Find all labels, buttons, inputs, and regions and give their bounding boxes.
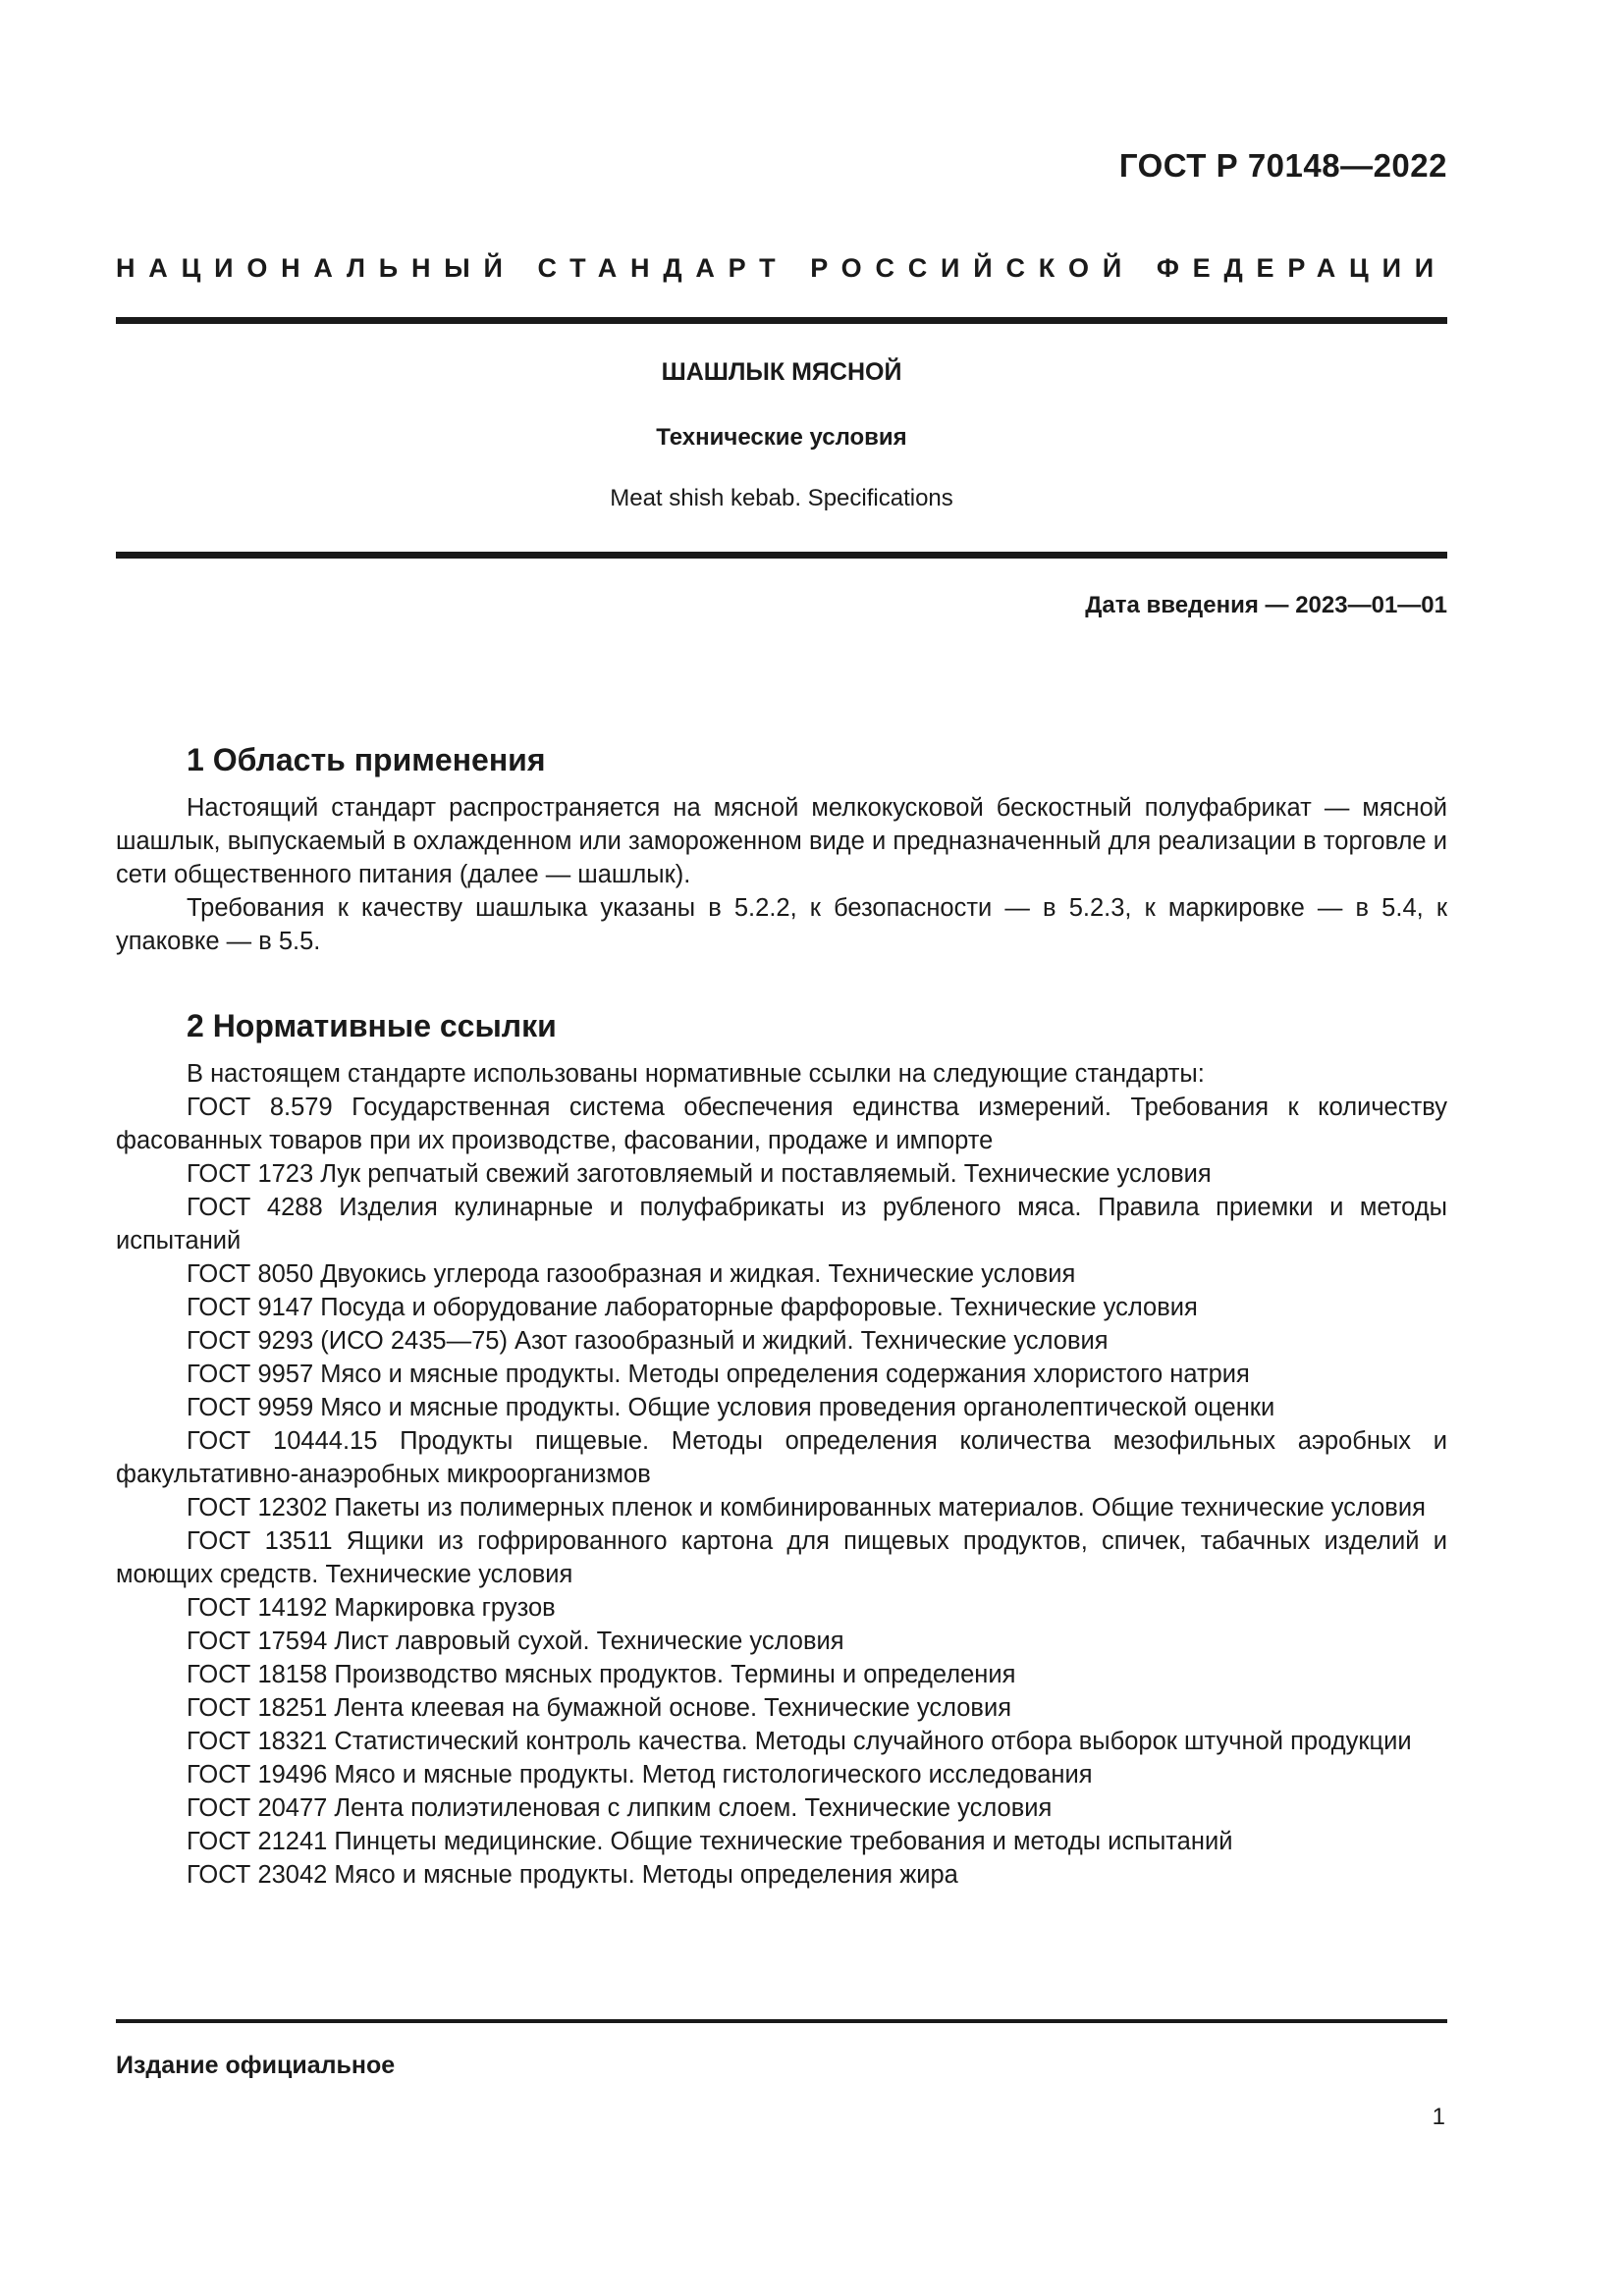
reference-item: ГОСТ 19496 Мясо и мясные продукты. Метод гистологического исследования: [187, 1761, 1093, 1789]
section-heading: 2 Нормативные ссылки: [187, 1008, 557, 1043]
paragraph: Требования к качеству шашлыка указаны в 5.2.2, к безопасности — в 5.2.3, к маркировке — в 5.4, к упаковке — в 5.5.: [116, 894, 1447, 955]
reference-item: ГОСТ 18251 Лента клеевая на бумажной основе. Технические условия: [187, 1694, 1012, 1722]
paragraph: В настоящем стандарте использованы нормативные ссылки на следующие стандарты:: [187, 1060, 1205, 1088]
top-divider: [116, 317, 1447, 324]
standard-title-english: Meat shish kebab. Specifications: [610, 485, 953, 511]
reference-item: ГОСТ 4288 Изделия кулинарные и полуфабрикаты из рубленого мяса. Правила приемки и методы испытаний: [116, 1194, 1447, 1255]
reference-item: ГОСТ 18321 Статистический контроль качества. Методы случайного отбора выборок штучной продукции: [187, 1728, 1412, 1755]
reference-item: ГОСТ 23042 Мясо и мясные продукты. Методы определения жира: [187, 1861, 958, 1889]
reference-item: ГОСТ 21241 Пинцеты медицинские. Общие технические требования и методы испытаний: [187, 1828, 1233, 1855]
reference-item: ГОСТ 8.579 Государственная система обеспечения единства измерений. Требования к количеству фасованных товаров при их производстве, фасовании, продаже и импорте: [116, 1094, 1447, 1154]
reference-item: ГОСТ 9957 Мясо и мясные продукты. Методы определения содержания хлористого натрия: [187, 1361, 1250, 1388]
national-standard-title: НАЦИОНАЛЬНЫЙ СТАНДАРТ РОССИЙСКОЙ ФЕДЕРАЦИИ: [116, 253, 1447, 283]
standard-title: ШАШЛЫК МЯСНОЙ: [661, 358, 902, 386]
reference-item: ГОСТ 9959 Мясо и мясные продукты. Общие условия проведения органолептической оценки: [187, 1394, 1275, 1421]
official-edition-label: Издание официальное: [116, 2052, 396, 2079]
section-normative-references: [116, 1006, 1447, 1892]
reference-item: ГОСТ 14192 Маркировка грузов: [187, 1594, 556, 1622]
reference-item: ГОСТ 18158 Производство мясных продуктов. Термины и определения: [187, 1661, 1016, 1688]
reference-item: ГОСТ 1723 Лук репчатый свежий заготовляемый и поставляемый. Технические условия: [187, 1160, 1212, 1188]
reference-item: ГОСТ 20477 Лента полиэтиленовая с липким слоем. Технические условия: [187, 1794, 1053, 1822]
reference-item: ГОСТ 12302 Пакеты из полимерных пленок и комбинированных материалов. Общие технические условия: [187, 1494, 1426, 1522]
reference-item: ГОСТ 8050 Двуокись углерода газообразная и жидкая. Технические условия: [187, 1260, 1076, 1288]
introduction-date: Дата введения — 2023—01—01: [1085, 592, 1447, 618]
footer-divider: [116, 2019, 1447, 2023]
standard-subtitle: Технические условия: [656, 424, 907, 451]
reference-item: ГОСТ 10444.15 Продукты пищевые. Методы определения количества мезофильных аэробных и факультативно-анаэробных микроорганизмов: [116, 1427, 1447, 1488]
reference-item: ГОСТ 13511 Ящики из гофрированного картона для пищевых продуктов, спичек, табачных изделий и моющих средств. Технические условия: [116, 1527, 1447, 1588]
page-number: 1: [1432, 2104, 1445, 2130]
reference-item: ГОСТ 17594 Лист лавровый сухой. Технические условия: [187, 1628, 844, 1655]
section-scope: [116, 740, 1447, 958]
paragraph: Настоящий стандарт распространяется на мясной мелкокусковой бескостный полуфабрикат — мясной шашлык, выпускаемый в охлажденном или замороженном виде и предназначенный для реализации в торговле и сети общественного питания (далее — шашлык).: [116, 794, 1447, 888]
document-number: ГОСТ Р 70148—2022: [1118, 147, 1447, 184]
reference-item: ГОСТ 9147 Посуда и оборудование лабораторные фарфоровые. Технические условия: [187, 1294, 1198, 1321]
reference-item: ГОСТ 9293 (ИСО 2435—75) Азот газообразный и жидкий. Технические условия: [187, 1327, 1109, 1355]
section-heading: 1 Область применения: [187, 742, 546, 777]
title-divider: [116, 552, 1447, 559]
